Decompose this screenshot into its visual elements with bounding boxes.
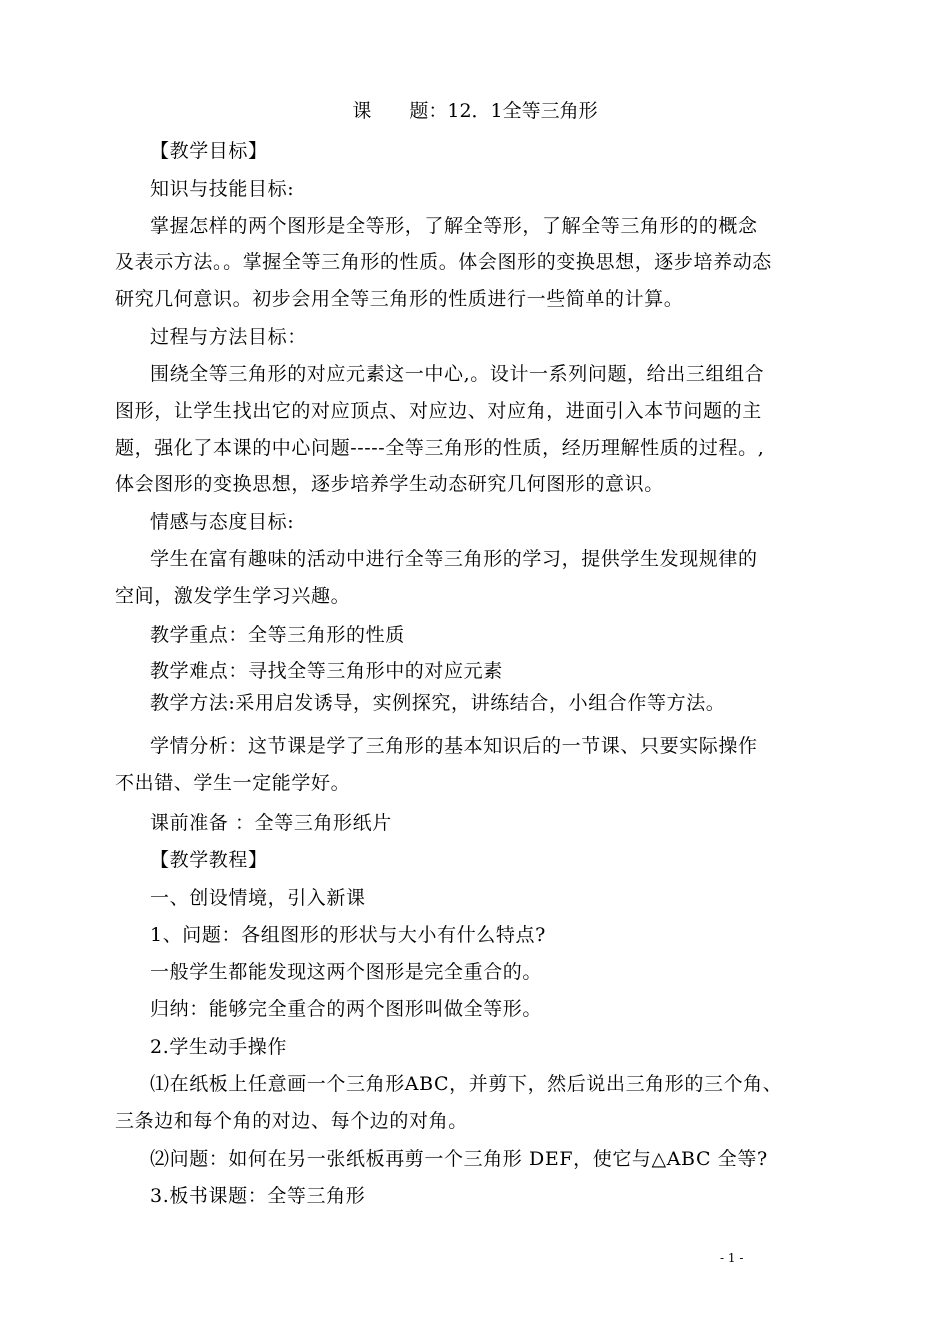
paragraph-line: 研究几何意识。初步会用全等三角形的性质进行一些简单的计算。 (115, 288, 684, 310)
step-heading: 一、创设情境，引入新课 (150, 887, 366, 909)
list-item: 2.学生动手操作 (150, 1036, 287, 1058)
paragraph-line: 图形，让学生找出它的对应顶点、对应边、对应角，进面引入本节问题的主 (115, 400, 762, 422)
paragraph-line: 围绕全等三角形的对应元素这一中心,。设计一系列问题，给出三组组合 (150, 363, 765, 385)
teaching-focus: 教学重点：全等三角形的性质 (150, 624, 405, 646)
subheading-knowledge-skills: 知识与技能目标: (150, 178, 295, 200)
paragraph-line: 三条边和每个角的对边、每个边的对角。 (115, 1110, 468, 1132)
paragraph-line: 学生在富有趣味的活动中进行全等三角形的学习，提供学生发现规律的 (150, 548, 758, 570)
paragraph-line: 归纳：能够完全重合的两个图形叫做全等形。 (150, 998, 543, 1020)
list-item: 3.板书课题：全等三角形 (150, 1185, 366, 1207)
paragraph-line: 掌握怎样的两个图形是全等形，了解全等形，了解全等三角形的的概念 (150, 215, 758, 237)
subheading-emotion-attitude: 情感与态度目标: (150, 511, 295, 533)
paragraph-line: 体会图形的变换思想，逐步培养学生动态研究几何图形的意识。 (115, 473, 664, 495)
paragraph-line: 一般学生都能发现这两个图形是完全重合的。 (150, 961, 543, 983)
paragraph-line: ⑵问题：如何在另一张纸板再剪一个三角形 DEF，使它与△ABC 全等? (150, 1148, 768, 1170)
list-item: 1、问题：各组图形的形状与大小有什么特点? (150, 924, 546, 946)
page-number: - 1 - (720, 1251, 744, 1265)
paragraph-line: 题，强化了本课的中心问题-----全等三角形的性质，经历理解性质的过程。, (115, 437, 765, 459)
paragraph-line: ⑴在纸板上任意画一个三角形ABC，并剪下，然后说出三角形的三个角、 (150, 1073, 783, 1095)
subheading-process-method: 过程与方法目标： (150, 326, 307, 348)
paragraph-line: 及表示方法。。掌握全等三角形的性质。体会图形的变换思想，逐步培养动态 (115, 251, 772, 273)
paragraph-line: 学情分析：这节课是学了三角形的基本知识后的一节课、只要实际操作 (150, 735, 758, 757)
preparation-line: 课前准备 ：全等三角形纸片 (150, 812, 392, 834)
paragraph-line: 不出错、学生一定能学好。 (115, 772, 351, 794)
paragraph-line: 空间，激发学生学习兴趣。 (115, 585, 351, 607)
teaching-difficulty: 教学难点：寻找全等三角形中的对应元素 (150, 660, 503, 682)
teaching-method: 教学方法:采用启发诱导，实例探究，讲练结合，小组合作等方法。 (150, 692, 726, 714)
section-heading-objectives: 【教学目标】 (150, 140, 268, 162)
section-heading-process: 【教学教程】 (150, 849, 268, 871)
lesson-title: 课 题：12．1全等三角形 (352, 100, 598, 122)
